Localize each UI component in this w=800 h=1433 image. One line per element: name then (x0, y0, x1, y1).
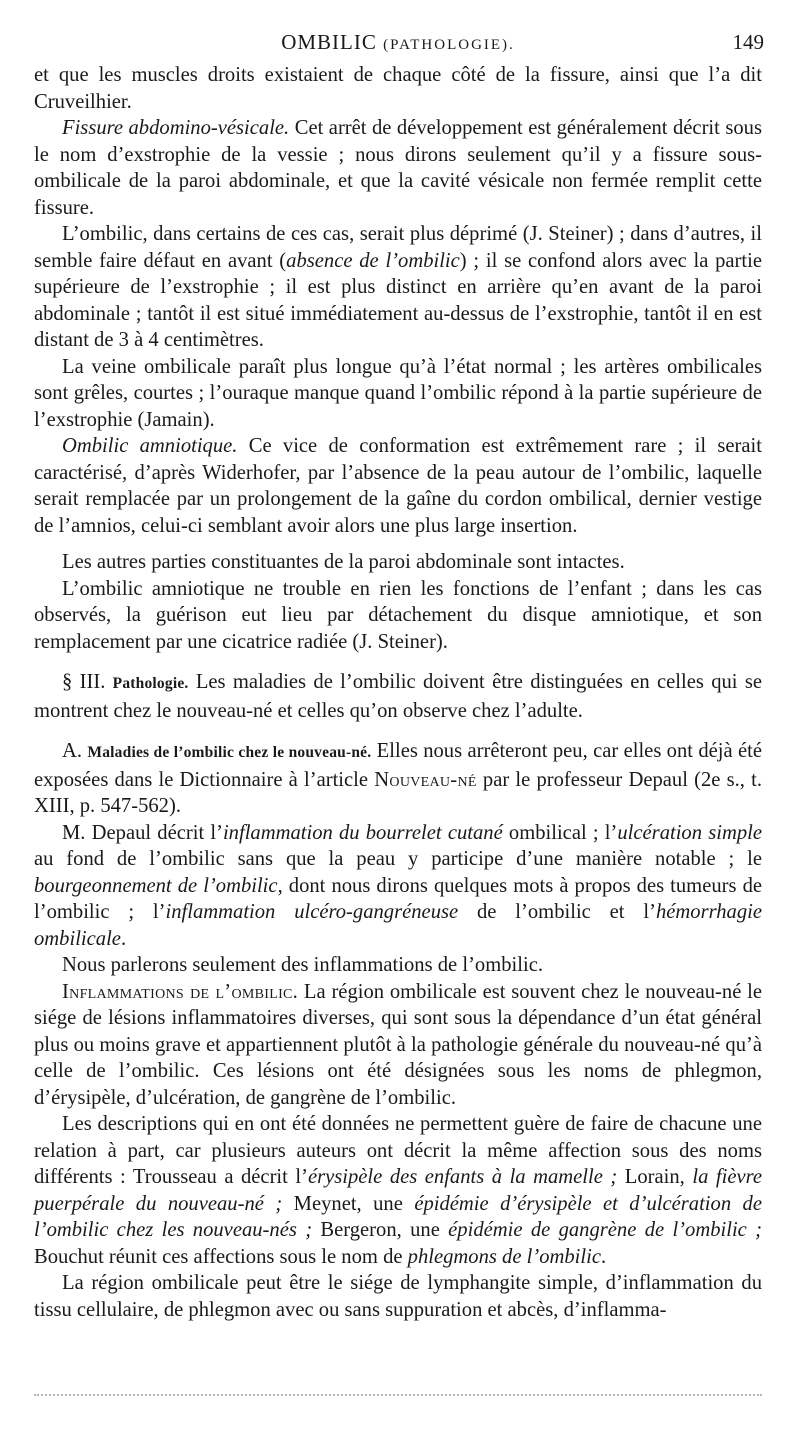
footer-dotted-rule (34, 1388, 762, 1396)
text-run: Les maladies de l’ombilic doivent être distinguées en celles qui se montrent chez le nouveau-né et celles qu’on observe chez l’adulte. (34, 671, 762, 722)
italic-run: hémorrhagie ombilicale (34, 901, 762, 950)
running-title-main: OMBILIC (281, 30, 377, 54)
italic-run: ulcération simple (617, 821, 762, 844)
paragraph (34, 549, 762, 576)
text-run: Nous parlerons seulement des inflammations de l’ombilic. (62, 954, 543, 976)
page-number: 149 (732, 30, 764, 54)
small-caps-run: Nouveau-né (374, 768, 477, 791)
paragraph (34, 354, 762, 434)
paragraph (34, 979, 762, 1112)
italic-run: inflammation ulcéro-gangréneuse (165, 901, 459, 923)
paragraph (34, 738, 762, 820)
running-title-sub: (PATHOLOGIE). (383, 37, 515, 53)
bold-heading-run: Pathologie. (112, 675, 189, 692)
paragraph (34, 1270, 762, 1323)
text-run: Les autres parties constituantes de la paroi abdominale sont intactes. (62, 551, 625, 573)
paragraph (34, 669, 762, 724)
paragraph (34, 433, 762, 539)
text-run: § III. (62, 671, 113, 693)
italic-run: inflammation du bourrelet cutané (222, 821, 503, 844)
text-run: et que les muscles droits existaient de chaque côté de la fissure, ainsi que l’a dit Cruveilhier. (34, 64, 762, 113)
italic-run: érysipèle des enfants à la mamelle ; (307, 1166, 618, 1188)
text-run: Les descriptions qui en ont été données ne permettent guère de faire de chacune une relation à part, car plusieurs auteurs ont décrit la même affection sous des noms différents : Trousseau a décrit l’ (34, 1113, 762, 1188)
text-run: Meynet, une (282, 1192, 415, 1215)
paragraph (34, 952, 762, 979)
text-run: Cet arrêt de développement est généralement décrit sous le nom d’exstrophie de la vessie ; nous dirons seulement qu’il y a fissure sous-ombilicale de la paroi abdominale, et que la cavité vésicale non fermée remplit cette fissure. (34, 117, 762, 219)
text-run: , dont nous dirons quelques mots à propos des tumeurs de l’ombilic ; l’ (34, 874, 763, 923)
text-run: La région ombilicale peut être le siége de lymphangite simple, d’inflammation du tissu cellulaire, de phlegmon avec ou sans suppuration et abcès, d’inflamma- (34, 1272, 762, 1321)
text-run: ombilical ; l’ (502, 821, 618, 844)
text-run: . (600, 1245, 607, 1268)
text-run: L’ombilic amniotique ne trouble en rien les fonctions de l’enfant ; dans les cas observés, la guérison eut lieu par détachement du disque amniotique, et son remplacement par une cicatrice radiée (J. Steiner). (34, 577, 762, 653)
text-run: Ce vice de conformation est extrêmement rare ; il serait caractérisé, d’après Widerhofer, par l’absence de la peau autour de l’ombilic, laquelle serait remplacée par un prolongement de la gaîne du cordon ombilical, dernier vestige de l’amnios, celui-ci semblant avoir alors une plus large insertion. (34, 435, 762, 537)
paragraph (34, 221, 762, 354)
italic-run: épidémie de gangrène de l’ombilic ; (448, 1219, 762, 1241)
italic-run: bourgeonnement de l’ombilic (34, 874, 278, 897)
text-run: de l’ombilic et l’ (458, 901, 656, 923)
text-run: La veine ombilicale paraît plus longue qu’à l’état normal ; les artères ombilicales sont grêles, courtes ; l’ouraque manque quand l’ombilic répond à la partie supérieure de l’exstrophie (Jamain). (34, 355, 762, 431)
paragraph (34, 115, 762, 221)
text-run: ) ; il se confond alors avec la partie supérieure de l’exstrophie ; il est plus distinct en arrière qu’en avant de la paroi abdominale ; tantôt il est situé immédiatement au-dessus de l’exstrophie, tantôt il en est distant de 3 à 4 centimètres. (34, 249, 762, 351)
italic-run: la fièvre puerpérale du nouveau-né ; (34, 1166, 762, 1215)
text-run: La région ombilicale est souvent chez le nouveau-né le siége de lésions inflammatoires diverses, qui sont sous la dépendance d’un état général plus ou moins grave et appartiennent plutôt à la pathologie générale du nouveau-né qu’à celle de l’ombilic. Ces lésions ont été désignées sous les noms de phlegmon, d’érysipèle, d’ulcération, de gangrène de l’ombilic. (34, 980, 762, 1109)
small-caps-run: Inflammations de l’ombilic. (62, 980, 299, 1003)
running-header (32, 28, 764, 56)
italic-run: Ombilic amniotique. (62, 435, 238, 457)
text-run: Lorain, (617, 1166, 693, 1188)
italic-run: Fissure abdomino-vésicale. (62, 117, 290, 139)
paragraph (34, 820, 762, 953)
text-run: L’ombilic, dans certains de ces cas, serait plus déprimé (J. Steiner) ; dans d’autres, il semble faire défaut en avant ( (34, 223, 762, 272)
paragraph (34, 62, 762, 115)
text-run: au fond de l’ombilic sans que la peau y participe d’une manière notable ; le (34, 848, 762, 870)
text-run: Elles nous arrêteront peu, car elles ont déjà été exposées dans le Dictionnaire à l’article (34, 740, 763, 791)
text-run: Bergeron, une (312, 1219, 449, 1241)
text-run: M. Depaul décrit l’ (62, 821, 223, 844)
body-text (34, 62, 762, 1323)
text-run: A. (62, 740, 88, 762)
running-title (32, 30, 764, 55)
italic-run: absence de l’ombilic (286, 249, 460, 272)
bold-heading-run: Maladies de l’ombilic chez le nouveau-né. (87, 744, 372, 761)
text-run: . (120, 927, 127, 950)
paragraph (34, 1111, 762, 1270)
italic-run: phlegmons de l’ombilic (407, 1245, 601, 1268)
paragraph (34, 576, 762, 656)
text-run: Bouchut réunit ces affections sous le nom de (34, 1245, 408, 1268)
italic-run: épidémie d’érysipèle et d’ulcération de l’ombilic chez les nouveau-nés ; (34, 1192, 762, 1241)
text-run: par le professeur Depaul (2e s., t. XIII, p. 547-562). (34, 768, 762, 817)
